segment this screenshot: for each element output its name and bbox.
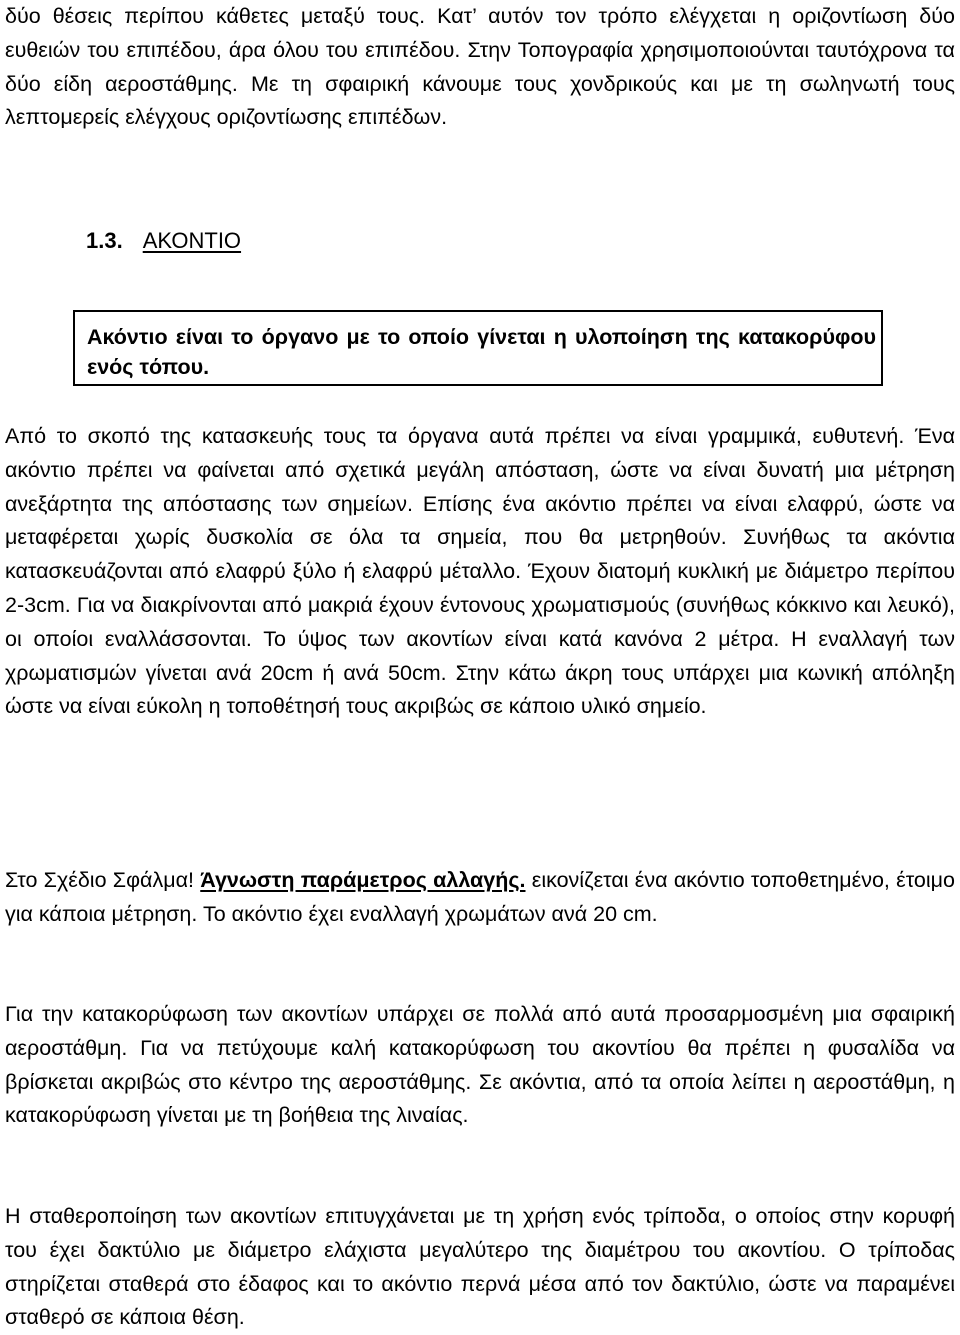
figure-paragraph [5, 864, 955, 932]
figure-paragraph-before: Στο Σχέδιο Σφάλμα! [5, 868, 194, 892]
tripod-paragraph: Η σταθεροποίηση των ακοντίων επιτυγχάνεται με τη χρήση ενός τρίποδα, ο οποίος στην κορυφή του έχει δακτύλιο με διάμετρο ελάχιστα μεγαλύτερο της διαμέτρου του ακοντίου. Ο τρίποδας στηρίζεται σταθερά στο έδαφος και το ακόντιο περνά μέσα από τον δακτύλιο, ώστε να παραμένει σταθερό σε κάποια θέση. [5, 1204, 955, 1330]
definition-box [73, 310, 883, 386]
section-heading [86, 224, 241, 258]
top-paragraph: δύο θέσεις περίπου κάθετες μεταξύ τους. Κατ’ αυτόν τον τρόπο ελέγχεται η οριζοντίωση δύο ευθειών του επιπέδου, άρα όλου του επιπέδου. Στην Τοπογραφία χρησιμοποιούνται ταυτόχρονα τα δύο είδη αεροστάθμης. Με τη σφαιρική κάνουμε τους χονδρικούς και με τη σωληνωτή τους λεπτομερείς ελέγχους οριζοντίωσης επιπέδων. [5, 4, 955, 130]
verticality-paragraph: Για την κατακορύφωση των ακοντίων υπάρχει σε πολλά από αυτά προσαρμοσμένη μια σφαιρική αεροστάθμη. Για να πετύχουμε καλή κατακορύφωση του ακοντίου θα πρέπει η φυσαλίδα να βρίσκεται ακριβώς στο κέντρο της αεροστάθμης. Σε ακόντια, από τα οποία λείπει η αεροστάθμη, η κατακορύφωση γίνεται με τη βοήθεια της λιναίας. [5, 1002, 955, 1128]
section-number: 1.3. [86, 228, 123, 253]
body-paragraph: Από το σκοπό της κατασκευής τους τα όργανα αυτά πρέπει να είναι γραμμικά, ευθυτενή. Ένα ακόντιο πρέπει να φαίνεται από σχετικά μεγάλη απόσταση, ώστε να είναι δυνατή μια μέτρηση ανεξάρτητα της απόστασης των σημείων. Επίσης ένα ακόντιο πρέπει να είναι ελαφρύ, ώστε να μεταφέρεται χωρίς δυσκολία σε όλα τα σημεία, που θα μετρηθούν. Συνήθως τα ακόντια κατασκευάζονται από ελαφρύ ξύλο ή ελαφρύ μέταλλο. Έχουν διατομή κυκλική με διάμετρο περίπου 2-3cm. Για να διακρίνονται από μακριά έχουν έντονους χρωματισμούς (συνήθως κόκκινο και λευκό), οι οποίοι εναλλάσσονται. Το ύψος των ακοντίων είναι κατά κανόνα 2 μέτρα. Η εναλλαγή των χρωματισμών γίνεται ανά 20cm ή ανά 50cm. Στην κάτω άκρη τους υπάρχει μια κωνική απόληξη ώστε να είναι εύκολη η τοποθέτησή τους ακριβώς σε κάποιο υλικό σημείο. [5, 424, 955, 719]
figure-error-reference: Άγνωστη παράμετρος αλλαγής. [200, 868, 526, 892]
definition-text: Ακόντιο είναι το όργανο με το οποίο γίνεται η υλοποίηση της κατακορύφου ενός τόπου. [87, 325, 876, 379]
section-title: ΑΚΟΝΤΙΟ [142, 228, 242, 253]
figure-paragraph-after: εικονίζεται ένα ακόντιο τοποθετημένο, έτοιμο για κάποια μέτρηση. Το ακόντιο έχει εναλλαγή χρωμάτων ανά 20 cm. [5, 868, 955, 926]
